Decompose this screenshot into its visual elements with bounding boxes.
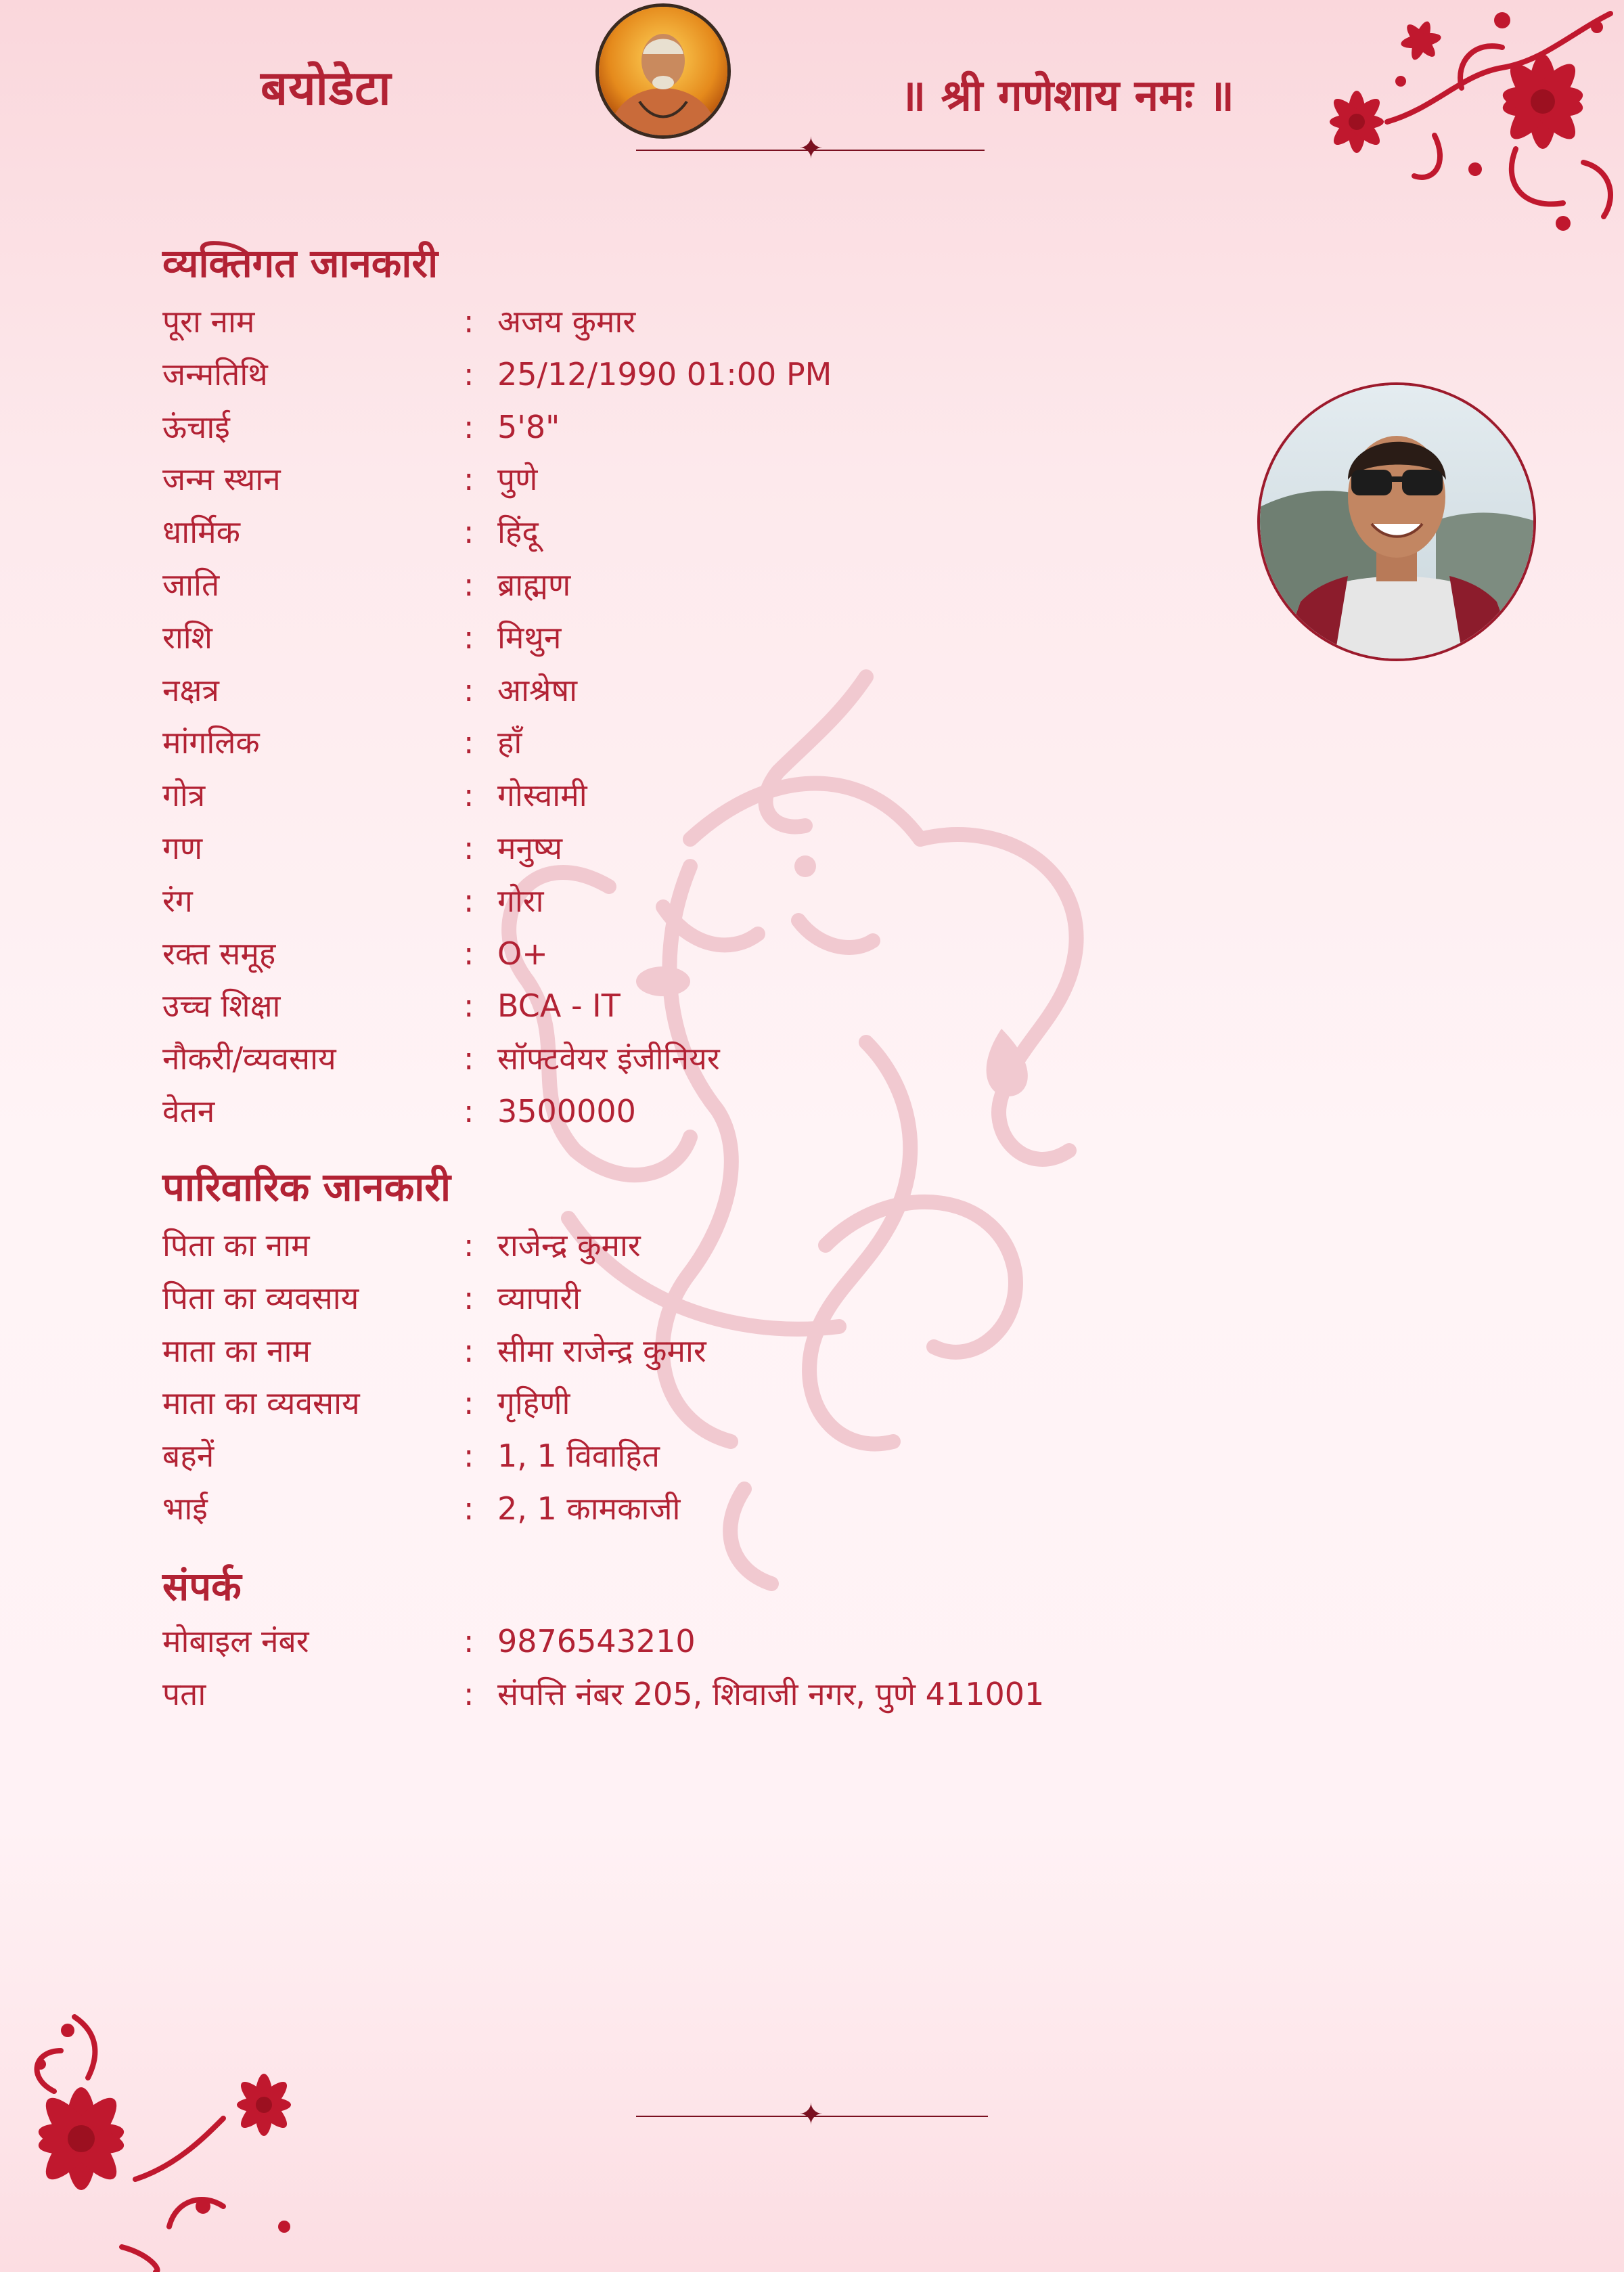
field-label: ऊंचाई <box>162 408 230 445</box>
field-label: नौकरी/व्यवसाय <box>162 1040 336 1077</box>
field-separator: : <box>464 619 474 656</box>
field-separator: : <box>464 355 474 393</box>
field-label: रंग <box>162 882 193 919</box>
field-separator: : <box>464 1675 474 1712</box>
field-separator: : <box>464 777 474 814</box>
field-label: गोत्र <box>162 777 206 814</box>
profile-photo <box>1257 382 1536 661</box>
field-value: हाँ <box>497 724 522 761</box>
field-label: माता का व्यवसाय <box>162 1385 360 1422</box>
mantra-heading: ॥ श्री गणेशाय नमः ॥ <box>900 71 1234 121</box>
field-separator: : <box>464 566 474 603</box>
floral-ornament-icon <box>1299 0 1624 257</box>
field-value: गोस्वामी <box>497 777 587 814</box>
field-value: ब्राह्मण <box>497 566 571 603</box>
field-separator: : <box>464 1227 474 1264</box>
field-label: रक्त समूह <box>162 935 276 972</box>
field-value: संपत्ति नंबर 205, शिवाजी नगर, पुणे 411001 <box>497 1675 1045 1712</box>
field-label: धार्मिक <box>162 514 240 551</box>
field-separator: : <box>464 987 474 1025</box>
field-separator: : <box>464 461 474 498</box>
field-value: सीमा राजेन्द्र कुमार <box>497 1332 706 1369</box>
field-label: पिता का व्यवसाय <box>162 1279 359 1316</box>
floral-ornament-icon <box>0 2003 325 2272</box>
field-separator: : <box>464 1490 474 1527</box>
field-value: आश्रेषा <box>497 671 578 709</box>
field-label: गण <box>162 830 203 866</box>
field-value: मनुष्य <box>497 830 563 866</box>
field-separator: : <box>464 1040 474 1077</box>
section-title-contact: संपर्क <box>162 1563 242 1609</box>
field-value: BCA - IT <box>497 987 621 1025</box>
field-value: व्यापारी <box>497 1279 581 1316</box>
field-label: पिता का नाम <box>162 1227 310 1264</box>
field-value: 2, 1 कामकाजी <box>497 1490 681 1527</box>
field-label: मोबाइल नंबर <box>162 1623 309 1660</box>
field-value: पुणे <box>497 461 538 498</box>
field-value: राजेन्द्र कुमार <box>497 1227 641 1264</box>
field-value: 9876543210 <box>497 1623 696 1660</box>
field-label: जाति <box>162 566 220 603</box>
field-value: 25/12/1990 01:00 PM <box>497 355 832 393</box>
divider-ornament-icon: ✦ <box>798 2097 824 2132</box>
field-separator: : <box>464 514 474 551</box>
field-separator: : <box>464 408 474 445</box>
field-value: सॉफ्टवेयर इंजीनियर <box>497 1040 720 1077</box>
field-separator: : <box>464 882 474 919</box>
field-value: 3500000 <box>497 1093 636 1130</box>
field-separator: : <box>464 1093 474 1130</box>
field-separator: : <box>464 1438 474 1475</box>
field-label: माता का नाम <box>162 1332 311 1369</box>
field-separator: : <box>464 1623 474 1660</box>
field-label: उच्च शिक्षा <box>162 987 281 1025</box>
field-label: राशि <box>162 619 212 656</box>
field-separator: : <box>464 830 474 866</box>
field-value: गोरा <box>497 882 544 919</box>
field-label: भाई <box>162 1490 208 1527</box>
field-label: वेतन <box>162 1093 215 1130</box>
field-label: नक्षत्र <box>162 671 219 709</box>
deity-portrait-icon <box>595 3 731 139</box>
field-separator: : <box>464 935 474 972</box>
field-separator: : <box>464 671 474 709</box>
field-separator: : <box>464 1332 474 1369</box>
divider-ornament-icon: ✦ <box>798 131 824 166</box>
field-separator: : <box>464 1385 474 1422</box>
field-value: मिथुन <box>497 619 562 656</box>
field-value: अजय कुमार <box>497 303 636 340</box>
field-value: 1, 1 विवाहित <box>497 1438 660 1475</box>
field-separator: : <box>464 303 474 340</box>
field-label: जन्म स्थान <box>162 461 281 498</box>
section-title-family: पारिवारिक जानकारी <box>162 1164 451 1210</box>
field-label: जन्मतिथि <box>162 355 268 393</box>
field-value: हिंदू <box>497 514 539 551</box>
field-label: बहनें <box>162 1438 215 1475</box>
field-separator: : <box>464 724 474 761</box>
field-separator: : <box>464 1279 474 1316</box>
field-value: 5'8" <box>497 408 560 445</box>
section-title-personal: व्यक्तिगत जानकारी <box>162 240 438 286</box>
field-label: पता <box>162 1675 206 1712</box>
page-title: बयोडेटा <box>261 60 392 116</box>
field-label: मांगलिक <box>162 724 260 761</box>
field-value: O+ <box>497 935 548 972</box>
field-label: पूरा नाम <box>162 303 255 340</box>
field-value: गृहिणी <box>497 1385 570 1422</box>
